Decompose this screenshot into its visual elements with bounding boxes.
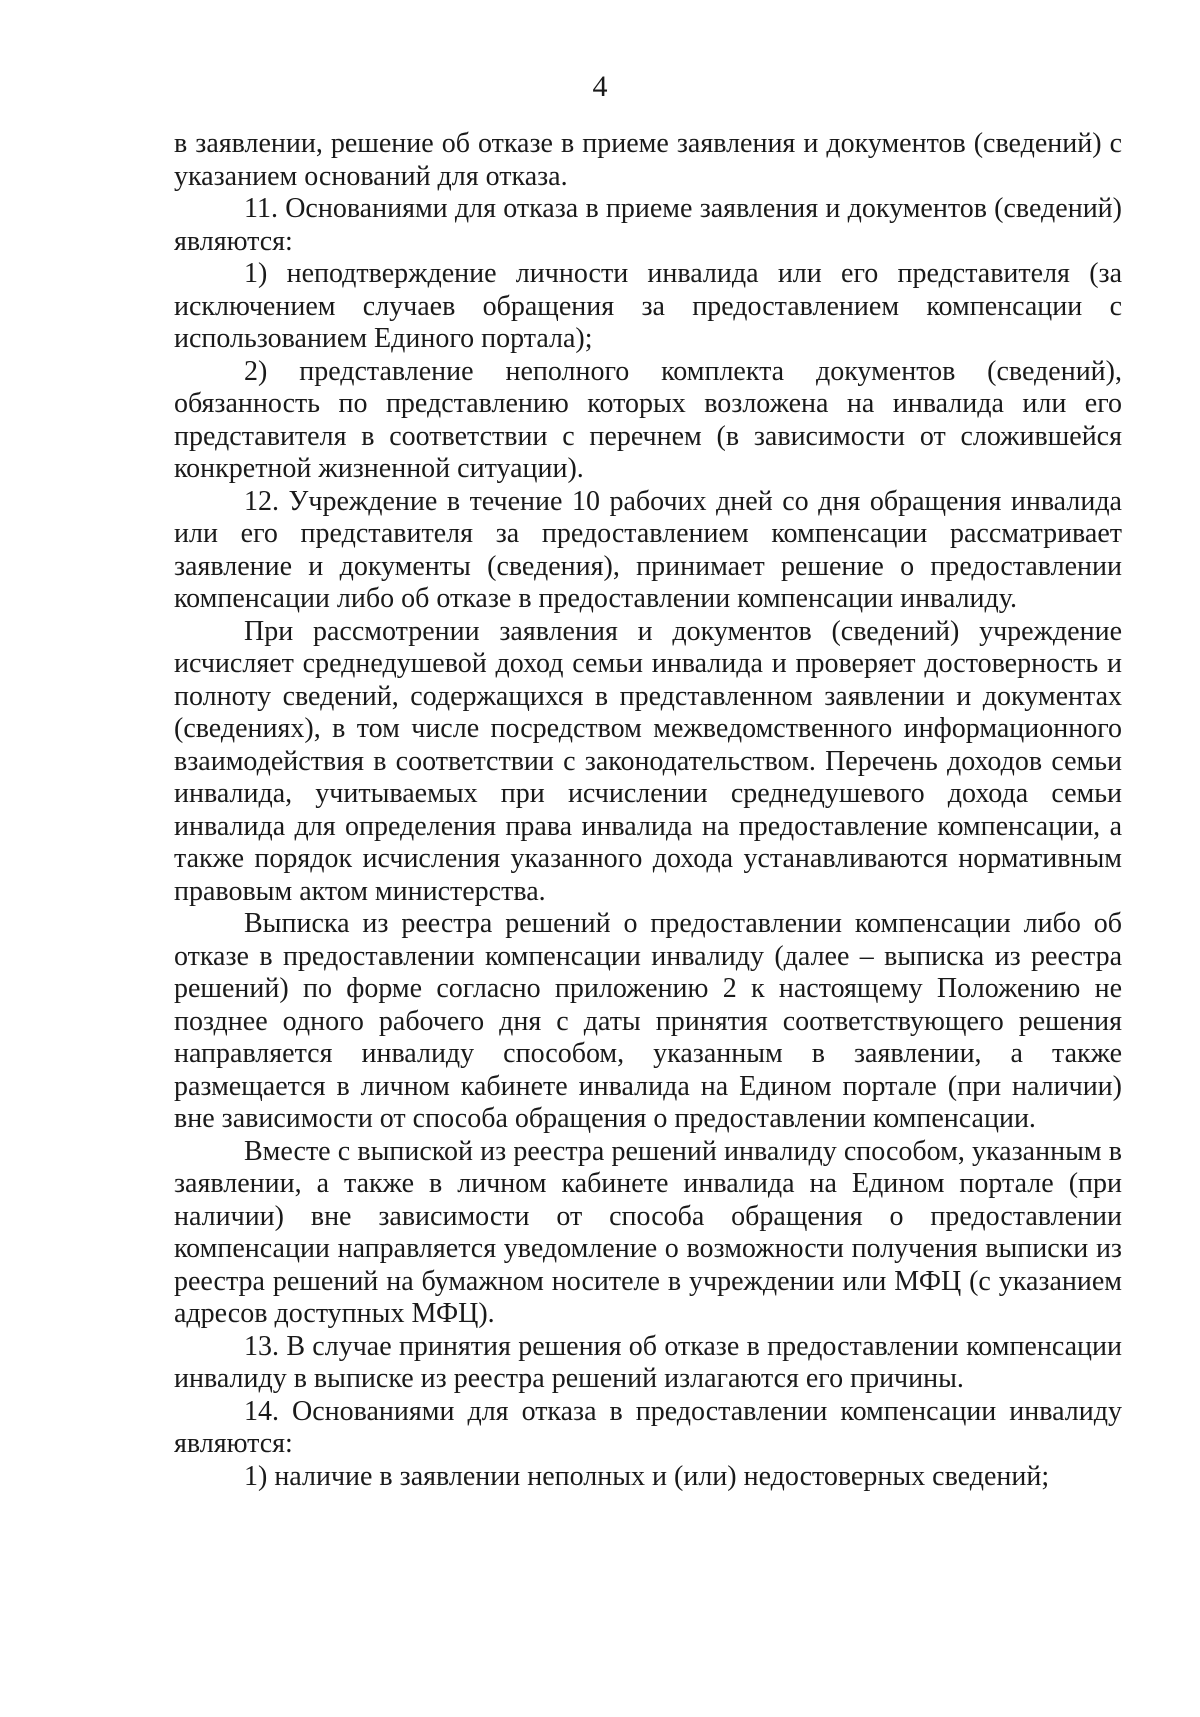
paragraph-item-13: 13. В случае принятия решения об отказе в предоставлении компенсации инвалиду в выписке из реестра решений излагаются его причины.	[174, 1330, 1122, 1394]
page-number: 4	[592, 70, 608, 103]
paragraph-income-review: При рассмотрении заявления и документов (сведений) учреждение исчисляет среднедушевой доход семьи инвалида и проверяет достоверность и полноту сведений, содержащихся в представленном заявлении и документах (сведениях), в том числе посредством межведомственного информационного взаимодействия в соответствии с законодательством. Перечень доходов семьи инвалида, учитываемых при исчислении среднедушевого дохода семьи инвалида для определения права инвалида на предоставление компенсации, а также порядок исчисления указанного дохода устанавливаются нормативным правовым актом министерства.	[174, 615, 1122, 907]
paragraph-item-11: 11. Основаниями для отказа в приеме заявления и документов (сведений) являются:	[174, 193, 1122, 257]
paragraph-item-11-2: 2) представление неполного комплекта документов (сведений), обязанность по представлению которых возложена на инвалида или его представителя в соответствии с перечнем (в зависимости от сложившейся конкретной жизненной ситуации).	[174, 355, 1122, 484]
document-body	[174, 128, 1122, 1493]
paragraph-item-14-1: 1) наличие в заявлении неполных и (или) недостоверных сведений;	[244, 1460, 1050, 1492]
paragraph-item-14: 14. Основаниями для отказа в предоставлении компенсации инвалиду являются:	[174, 1395, 1122, 1459]
paragraph-continuation: в заявлении, решение об отказе в приеме заявления и документов (сведений) с указанием оснований для отказа.	[174, 128, 1122, 192]
paragraph-notification: Вместе с выпиской из реестра решений инвалиду способом, указанным в заявлении, а также в личном кабинете инвалида на Едином портале (при наличии) вне зависимости от способа обращения о предоставлении компенсации направляется уведомление о возможности получения выписки из реестра решений на бумажном носителе в учреждении или МФЦ (с указанием адресов доступных МФЦ).	[174, 1135, 1122, 1329]
paragraph-registry-extract: Выписка из реестра решений о предоставлении компенсации либо об отказе в предоставлении компенсации инвалиду (далее – выписка из реестра решений) по форме согласно приложению 2 к настоящему Положению не позднее одного рабочего дня с даты принятия соответствующего решения направляется инвалиду способом, указанным в заявлении, а также размещается в личном кабинете инвалида на Едином портале (при наличии) вне зависимости от способа обращения о предоставлении компенсации.	[174, 908, 1122, 1134]
paragraph-item-11-1: 1) неподтверждение личности инвалида или его представителя (за исключением случаев обращения за предоставлением компенсации с использованием Единого портала);	[174, 258, 1122, 354]
paragraph-item-12: 12. Учреждение в течение 10 рабочих дней со дня обращения инвалида или его представителя за предоставлением компенсации рассматривает заявление и документы (сведения), принимает решение о предоставлении компенсации либо об отказе в предоставлении компенсации инвалиду.	[174, 485, 1122, 614]
